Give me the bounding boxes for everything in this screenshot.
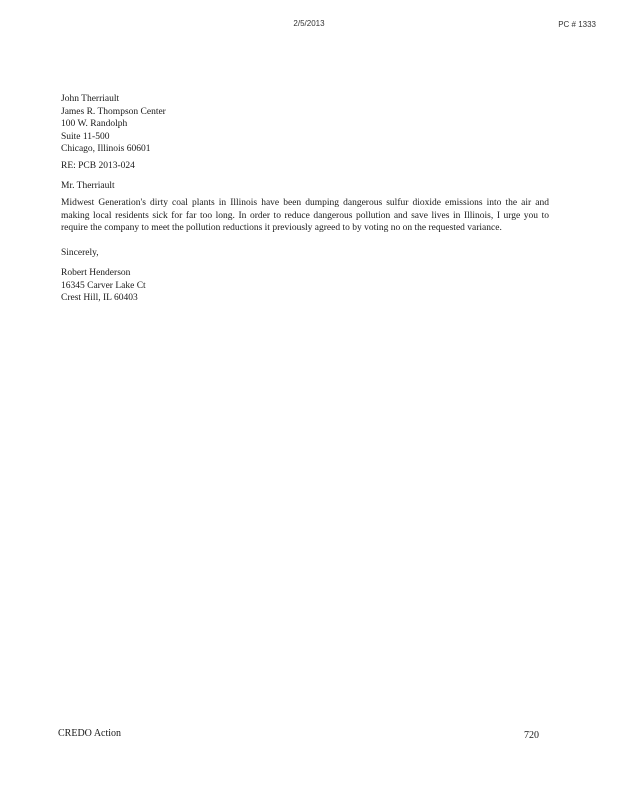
salutation: Mr. Therriault bbox=[61, 181, 115, 191]
recipient-address-block bbox=[61, 93, 549, 156]
header-date: 2/5/2013 bbox=[293, 19, 325, 28]
sender-block bbox=[61, 267, 549, 305]
public-comment-number: PC # 1333 bbox=[558, 20, 596, 29]
sender-name: Robert Henderson bbox=[61, 268, 131, 278]
recipient-suite: Suite 11-500 bbox=[61, 131, 110, 142]
recipient-city: Chicago, Illinois 60601 bbox=[61, 144, 151, 154]
recipient-name: John Therriault bbox=[61, 94, 120, 104]
footer-organization: CREDO Action bbox=[58, 728, 122, 739]
recipient-street: 100 W. Randolph bbox=[61, 119, 128, 129]
footer-page-number: 720 bbox=[524, 730, 539, 741]
letter-body-paragraph: Midwest Generation's dirty coal plants in Illinois have been dumping dangerous sulfur dioxide emissions into the air and making local residents sick for far too long. In order to reduce dangerous pollution and save lives in Illinois, I urge you to require the company to meet the pollution reductions it previously agreed to by voting no on the requested variance. bbox=[61, 198, 549, 233]
re-line: RE: PCB 2013-024 bbox=[61, 161, 135, 171]
sender-street: 16345 Carver Lake Ct bbox=[61, 280, 146, 291]
sender-city: Crest Hill, IL 60403 bbox=[61, 293, 138, 303]
recipient-title: James R. Thompson Center bbox=[61, 106, 166, 117]
closing: Sincerely, bbox=[61, 248, 99, 258]
